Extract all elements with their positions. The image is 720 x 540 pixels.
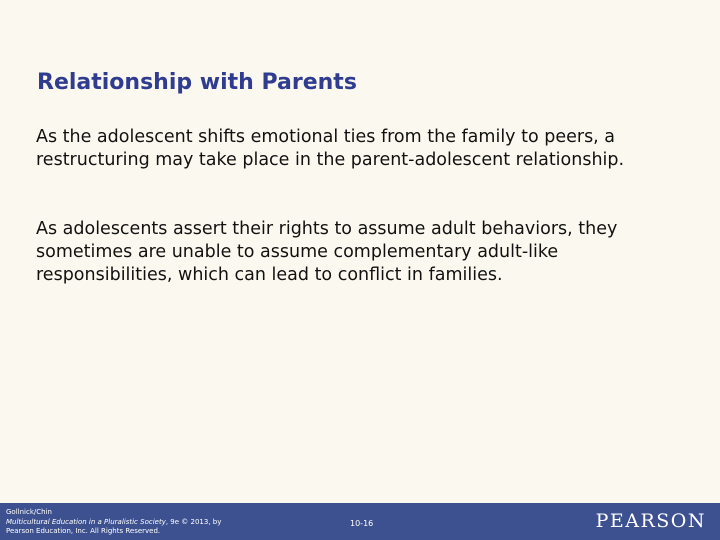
citation-book-title: Multicultural Education in a Pluralistic Society: [6, 517, 166, 526]
copyright-citation: [6, 508, 221, 537]
citation-authors: Gollnick/Chin: [6, 508, 52, 516]
citation-publisher: Pearson Education, Inc. All Rights Reserved.: [6, 527, 161, 535]
pearson-logo: PEARSON: [595, 510, 706, 532]
citation-edition: , 9e © 2013, by: [165, 517, 222, 526]
paragraph-parent-ties: As the adolescent shifts emotional ties from the family to peers, a restructuring may take place in the parent-adolescent relationship.: [36, 127, 625, 170]
citation-book-line: [6, 518, 221, 528]
slide-title: Relationship with Parents: [37, 70, 357, 95]
paragraph-adult-behaviors: As adolescents assert their rights to assume adult behaviors, they sometimes are unable to assume complementary adult-like responsibilities, which can lead to conflict in families.: [36, 219, 618, 285]
footer-bar: [0, 503, 720, 540]
page-number: 10-16: [350, 519, 374, 528]
